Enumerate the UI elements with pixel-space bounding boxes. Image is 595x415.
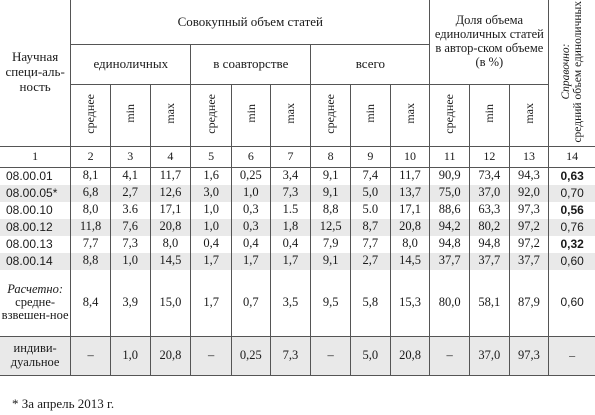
table-cell: 5.0 <box>351 202 391 219</box>
table-cell: 0,4 <box>270 236 311 253</box>
calc-label <box>0 270 71 337</box>
table-cell: 7,7 <box>71 236 111 253</box>
header-specialty-text: Научная специ-аль-ность <box>5 49 65 95</box>
table-cell: 94,2 <box>430 219 470 236</box>
table-cell: 37,7 <box>470 253 510 270</box>
individual-row <box>0 336 595 375</box>
table-cell: 1,6 <box>191 167 232 185</box>
table-cell: 0,3 <box>232 202 271 219</box>
footnote: * За апрель 2013 г. <box>12 396 115 411</box>
table-cell: 1,7 <box>191 253 232 270</box>
table-cell: 2,7 <box>351 253 391 270</box>
individual-cell: – <box>430 336 470 375</box>
table-cell: 90,9 <box>430 167 470 185</box>
calc-prefix: Расчетно: <box>7 281 64 296</box>
stat-mean-label: среднее <box>83 93 98 134</box>
table-cell: 7,3 <box>270 185 311 202</box>
table-cell: 20,8 <box>390 219 430 236</box>
weighted-reference: 0,60 <box>549 270 595 337</box>
table-cell: 8,1 <box>71 167 111 185</box>
individual-reference: – <box>549 336 595 375</box>
table-cell: 13,7 <box>390 185 430 202</box>
table-cell: 1,0 <box>191 202 232 219</box>
column-number: 9 <box>351 146 391 167</box>
individual-cell: 7,3 <box>270 336 311 375</box>
weighted-label: средне-взвешен-ное <box>1 294 69 323</box>
table-cell: 0,4 <box>232 236 271 253</box>
table-cell: 0,4 <box>191 236 232 253</box>
table-row <box>0 202 595 219</box>
table-cell: 12,5 <box>311 219 351 236</box>
header-stat-max <box>150 84 191 146</box>
reference-value: 0,76 <box>549 219 595 236</box>
column-number: 6 <box>232 146 271 167</box>
table-cell: 73,4 <box>470 167 510 185</box>
table-cell: 11,8 <box>71 219 111 236</box>
column-number: 12 <box>470 146 510 167</box>
table-cell: 12,6 <box>150 185 191 202</box>
table-cell: 37,7 <box>430 253 470 270</box>
column-number: 8 <box>311 146 351 167</box>
table-cell: 14,5 <box>390 253 430 270</box>
stat-max-label: max <box>283 103 298 125</box>
header-stat-mean <box>71 84 111 146</box>
table-cell: 1,7 <box>232 253 271 270</box>
table-cell: 94,8 <box>470 236 510 253</box>
weighted-cell: 80,0 <box>430 270 470 337</box>
column-number: 11 <box>430 146 470 167</box>
table-cell: 6,8 <box>71 185 111 202</box>
reference-value: 0,60 <box>549 253 595 270</box>
reference-value: 0,70 <box>549 185 595 202</box>
individual-cell: – <box>71 336 111 375</box>
stat-mean-label: среднее <box>203 93 218 134</box>
individual-cell: – <box>191 336 232 375</box>
data-rows <box>0 167 595 270</box>
table-cell: 7,4 <box>351 167 391 185</box>
table-cell: 3,0 <box>191 185 232 202</box>
table-cell: 94,8 <box>430 236 470 253</box>
individual-cell: 20,8 <box>390 336 430 375</box>
header-stat-min <box>351 84 391 146</box>
header-stat-max <box>509 84 549 146</box>
table-cell: 97,2 <box>509 236 549 253</box>
table-cell: 3.6 <box>110 202 150 219</box>
stat-min-label: min <box>243 104 258 124</box>
specialty-code: 08.00.05* <box>0 185 71 202</box>
weighted-cell: 9,5 <box>311 270 351 337</box>
weighted-cell: 0,7 <box>232 270 271 337</box>
stat-max-label: max <box>163 103 178 125</box>
individual-cell: 5,0 <box>351 336 391 375</box>
header-stat-mean <box>191 84 232 146</box>
table-row <box>0 167 595 185</box>
table-cell: 8,0 <box>390 236 430 253</box>
table-cell: 11,7 <box>390 167 430 185</box>
reference-value: 0,56 <box>549 202 595 219</box>
individual-label: индиви-дуальное <box>0 336 71 375</box>
specialty-code: 08.00.10 <box>0 202 71 219</box>
weighted-cell: 15,3 <box>390 270 430 337</box>
weighted-cell: 8,4 <box>71 270 111 337</box>
table-cell: 7,6 <box>110 219 150 236</box>
individual-cell: 1,0 <box>110 336 150 375</box>
table-cell: 8,8 <box>71 253 111 270</box>
header-coauthor: в соавторстве <box>191 44 311 84</box>
header-stat-mean <box>311 84 351 146</box>
weighted-cell: 5,8 <box>351 270 391 337</box>
table-cell: 20,8 <box>150 219 191 236</box>
weighted-row <box>0 270 595 337</box>
header-stat-mean <box>430 84 470 146</box>
stat-mean-label: среднее <box>323 93 338 134</box>
table-cell: 80,2 <box>470 219 510 236</box>
header-total-volume: Совокупный объем статей <box>71 0 430 44</box>
reference-value: 0,63 <box>549 167 595 185</box>
table-cell: 0,3 <box>232 219 271 236</box>
column-number-row <box>0 146 595 167</box>
table-cell: 97,3 <box>509 202 549 219</box>
column-number: 4 <box>150 146 191 167</box>
weighted-cell: 3,5 <box>270 270 311 337</box>
table-cell: 37,7 <box>509 253 549 270</box>
table-row <box>0 253 595 270</box>
header-solo: единоличных <box>71 44 191 84</box>
header-all: всего <box>311 44 430 84</box>
table-cell: 14,5 <box>150 253 191 270</box>
table-cell: 8,0 <box>71 202 111 219</box>
header-specialty <box>0 0 71 146</box>
weighted-cell: 3,9 <box>110 270 150 337</box>
weighted-cell: 1,7 <box>191 270 232 337</box>
table-cell: 2,7 <box>110 185 150 202</box>
header-reference-text <box>560 1 584 143</box>
table-cell: 37,0 <box>470 185 510 202</box>
table-cell: 92,0 <box>509 185 549 202</box>
column-number: 3 <box>110 146 150 167</box>
table-cell: 8,8 <box>311 202 351 219</box>
table-row <box>0 185 595 202</box>
stat-min-label: min <box>482 104 497 124</box>
individual-cell: – <box>311 336 351 375</box>
table-cell: 97,2 <box>509 219 549 236</box>
individual-cell: 0,25 <box>232 336 271 375</box>
table-cell: 9,1 <box>311 253 351 270</box>
stat-min-label: min <box>122 104 137 124</box>
table-cell: 17,1 <box>150 202 191 219</box>
table-cell: 88,6 <box>430 202 470 219</box>
individual-cell: 20,8 <box>150 336 191 375</box>
table-cell: 75,0 <box>430 185 470 202</box>
table-cell: 1,0 <box>191 219 232 236</box>
table-cell: 8,7 <box>351 219 391 236</box>
individual-cell: 97,3 <box>509 336 549 375</box>
weighted-cell: 87,9 <box>509 270 549 337</box>
column-number: 7 <box>270 146 311 167</box>
specialty-code: 08.00.12 <box>0 219 71 236</box>
table-cell: 1,0 <box>110 253 150 270</box>
stat-max-label: max <box>402 103 417 125</box>
header-reference <box>549 0 595 146</box>
header-share-solo <box>430 0 549 84</box>
table-cell: 7,3 <box>110 236 150 253</box>
header-stat-min <box>470 84 510 146</box>
stat-mean-label: среднее <box>442 93 457 134</box>
table-cell: 0,25 <box>232 167 271 185</box>
table-cell: 1,0 <box>232 185 271 202</box>
table-cell: 9,1 <box>311 185 351 202</box>
table-cell: 7,7 <box>351 236 391 253</box>
header-stat-min <box>110 84 150 146</box>
header-stat-max <box>270 84 311 146</box>
weighted-cell: 58,1 <box>470 270 510 337</box>
header-stat-max <box>390 84 430 146</box>
table-cell: 1,8 <box>270 219 311 236</box>
table-cell: 94,3 <box>509 167 549 185</box>
column-number: 5 <box>191 146 232 167</box>
table-row <box>0 236 595 253</box>
header-stat-min <box>232 84 271 146</box>
reference-value: 0,32 <box>549 236 595 253</box>
stat-max-label: max <box>521 103 536 125</box>
table-cell: 8,0 <box>150 236 191 253</box>
column-number: 10 <box>390 146 430 167</box>
column-number: 13 <box>509 146 549 167</box>
table-cell: 4,1 <box>110 167 150 185</box>
specialty-code: 08.00.01 <box>0 167 71 185</box>
column-number: 1 <box>0 146 71 167</box>
column-number: 14 <box>549 146 595 167</box>
table-cell: 11,7 <box>150 167 191 185</box>
table-cell: 63,3 <box>470 202 510 219</box>
weighted-cell: 15,0 <box>150 270 191 337</box>
table-cell: 17,1 <box>390 202 430 219</box>
table-cell: 9,1 <box>311 167 351 185</box>
header-share-solo-text: Доля объема единоличных статей в автор-ском объеме (в %) <box>434 13 544 69</box>
column-number: 2 <box>71 146 111 167</box>
specialty-code: 08.00.13 <box>0 236 71 253</box>
table-cell: 7,9 <box>311 236 351 253</box>
header-reference-prefix: Справочно: <box>560 43 573 100</box>
specialty-code: 08.00.14 <box>0 253 71 270</box>
table-cell: 3,4 <box>270 167 311 185</box>
stat-min-label: min <box>363 104 378 124</box>
header-reference-rest: средний объем единоличных <box>572 0 585 143</box>
table-row <box>0 219 595 236</box>
table-cell: 1,7 <box>270 253 311 270</box>
table-cell: 5,0 <box>351 185 391 202</box>
individual-cell: 37,0 <box>470 336 510 375</box>
table-cell: 1.5 <box>270 202 311 219</box>
